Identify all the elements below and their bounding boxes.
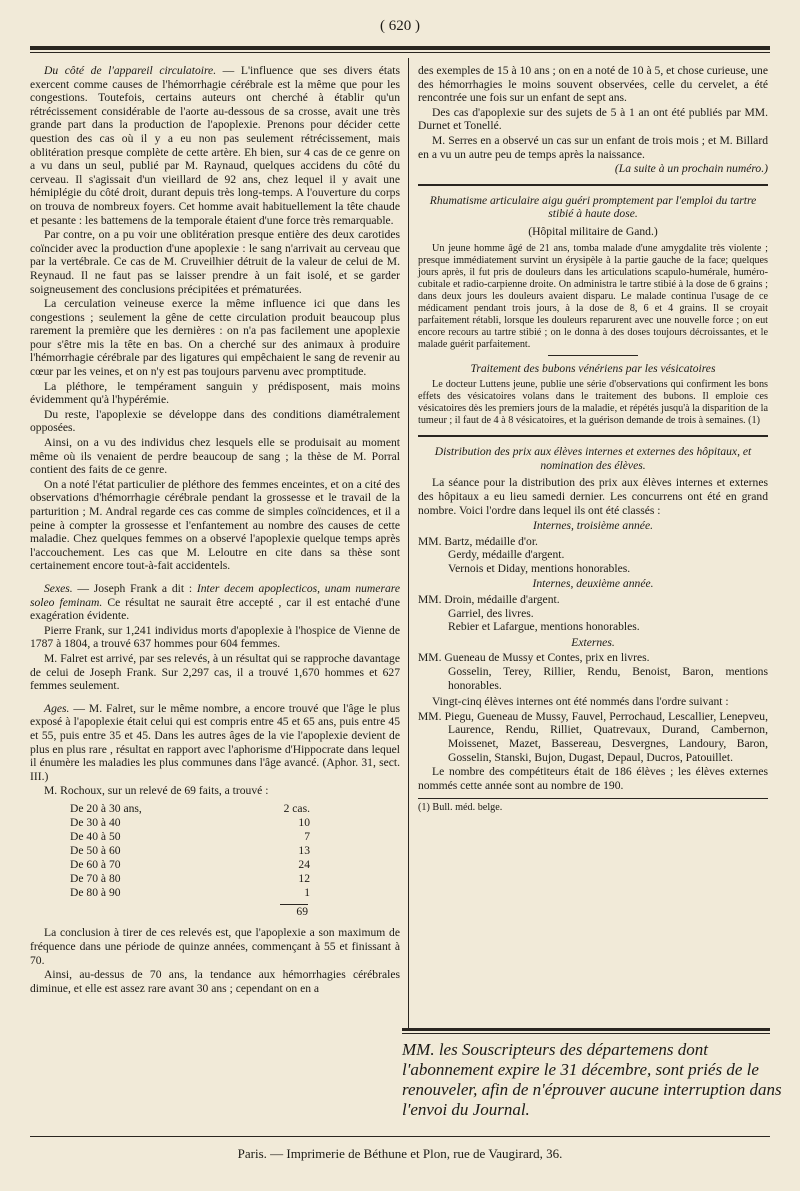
printer-imprint: Paris. — Imprimerie de Béthune et Plon, rue de Vaugirard, 36.	[237, 1146, 563, 1161]
text: — Joseph Frank a dit :	[72, 581, 197, 595]
paragraph: Pierre Frank, sur 1,241 individus morts d'apoplexie à l'hospice de Vienne de 1787 à 1804, a trouvé 637 hommes pour 604 femmes.	[30, 623, 400, 651]
article-title-rheumatism: Rhumatisme articulaire aigu guéri promptement par l'emploi du tartre stibié à haute dose.	[429, 193, 757, 221]
age-count: 24	[298, 858, 310, 872]
page-number: ( 620 )	[380, 18, 420, 34]
names-list: MM. Piegu, Gueneau de Mussy, Fauvel, Perrochaud, Lescallier, Lenepveu, Laurence, Rendu, Rilliet, Quatrevaux, Durand, Cambernon, Moissenet, Mazet, Bassereau, Desvergnes, Landoury, Baron, Gosselin, Stanski, Bujon, Dugast, Depaul, Ducros, Patouillet.	[418, 709, 768, 764]
paragraph: Vingt-cinq élèves internes ont été nommés dans l'ordre suivant :	[432, 695, 729, 709]
subhead-internes-3: Internes, troisième année.	[533, 519, 653, 533]
age-range: De 80 à 90	[70, 886, 121, 900]
age-total: 69	[280, 904, 308, 919]
age-range: De 70 à 80	[70, 872, 121, 886]
age-count: 10	[298, 816, 310, 830]
list-item: Vernois et Diday, mentions honorables.	[448, 561, 631, 575]
subhead-internes-2: Internes, deuxième année.	[532, 577, 654, 591]
paragraph: Des cas d'apoplexie sur des sujets de 5 à 1 an ont été publiés par MM. Durnet et Tonellé.	[418, 105, 768, 133]
paragraph: Ainsi, on a vu des individus chez lesquels elle se produisait au moment même où ils venaient de perdre beaucoup de sang ; la thèse de M. Porral contient des faits de ce genre.	[30, 436, 400, 477]
paragraph: Du reste, l'apoplexie se développe dans des conditions diamétralement opposées.	[30, 407, 400, 435]
age-range: De 60 à 70	[70, 858, 121, 872]
paragraph: M. Serres en a observé un cas sur un enfant de trois mois ; et M. Billard en a vu un autre peu de temps après la naissance.	[418, 133, 768, 161]
paragraph: Par contre, on a pu voir une oblitération presque entière des deux carotides coïncider avec la production d'une apoplexie : le sang n'arrivait au cerveau que par la vertébrale. Ce cas de M. Cruveilhier détruit de la valeur de celui de M. Reynaud. Il ne faut pas se laisser prendre à un fait isolé, et se garder soigneusement des conclusions précipitées et prématurées.	[30, 228, 400, 296]
list-item: MM. Bartz, médaille d'or.	[418, 534, 538, 548]
age-count: 2 cas.	[283, 802, 310, 816]
section-divider	[418, 184, 768, 186]
table-row	[70, 816, 310, 830]
paragraph-sexes	[30, 582, 400, 623]
paragraph: M. Rochoux, sur un relevé de 69 faits, a trouvé :	[44, 784, 269, 798]
footnote-divider	[418, 798, 768, 799]
age-range: De 50 à 60	[70, 844, 121, 858]
list-item: MM. Droin, médaille d'argent.	[418, 593, 560, 607]
text: — M. Falret, sur le même nombre, a encore trouvé que l'âge le plus exposé à l'apoplexie était celui qui est compris entre 45 et 65 ans, puis entre 45 et 55, puis entre 35 et 45. Dans les autres âges de la vie l'apoplexie devient de plus en plus rare , résultat en rapport avec l'aphorisme d'Hippocrate dans lequel il énumère les maladies les plus communes dans l'âge avancé. (Aphor. 31, sect. III.)	[30, 701, 400, 783]
article-title-prizes: Distribution des prix aux élèves internes et externes des hôpitaux, et nomination des élèves.	[434, 445, 752, 472]
footnote: (1) Bull. méd. belge.	[418, 802, 503, 814]
paragraph-ages	[30, 702, 400, 784]
list-item: Gerdy, médaille d'argent.	[448, 548, 565, 562]
age-count: 7	[304, 830, 310, 844]
table-row	[70, 886, 310, 900]
header-rule-thin	[30, 52, 770, 53]
paragraph: La conclusion à tirer de ces relevés est, que l'apoplexie a son maximum de fréquence dans une période de quinze années, commençant à 55 et finissant à 70.	[30, 926, 400, 967]
paragraph: Ainsi, au-dessus de 70 ans, la tendance aux hémorrhagies cérébrales diminue, et elle est assez rare avant 30 ans ; cependant on en a	[30, 968, 400, 995]
article-subtitle: (Hôpital militaire de Gand.)	[528, 224, 658, 238]
age-count: 12	[298, 872, 310, 886]
text: — L'influence que ses divers états exercent comme causes de l'hémorrhagie cérébrale est la même que pour les congestions. Toutefois, certains auteurs ont cherché à établir qu'un rétrécissement considérable de l'aorte au-dessous de sa crosse, avait une très grande part dans la production de l'apoplexie. Prenons pour décider cette question des cas où il y a eu non pas seulement rétrécissement, mais oblitération presque complète de cette artère. Eh bien, sur 4 cas de ce genre on a vu dans un seul, publié par M. Raynaud, quelques accidens du côté du cerveau. Il s'agissait d'un vieillard de 92 ans, chez lequel il y avait une hémiplégie du côté droit, durant depuis très long-temps. A l'ouverture du corps on trouva de nombreux foyers. Cet homme avait habituellement la tête chaude et pesante : les battemens de la temporale étaient d'une force très remarquable.	[30, 64, 400, 227]
age-total-row	[30, 904, 400, 919]
paragraph: La cerculation veineuse exerce la même influence ici que dans les congestions ; seulement la gêne de cette circulation produit beaucoup plus rarement la première que les dernières : on n'a pas facilement une apoplexie pour s'être mis la tête en bas. On a cherché sur des animaux à produire l'hémorrhagie cérébrale par des ligatures qui empêchaient le sang de revenir au cœur par les veines, et on n'y est pas toujours parvenu avec promptitude.	[30, 297, 400, 379]
section-divider	[418, 435, 768, 437]
text: Ce résultat ne saurait être accepté , car il est entaché d'une exagération évidente.	[30, 595, 400, 623]
column-divider	[408, 58, 409, 1028]
age-count: 1	[304, 886, 310, 900]
table-row	[70, 802, 310, 816]
latin-quote: Inter decem apoplecticos, unam numerare soleo feminam.	[30, 581, 400, 609]
subhead-externes: Externes.	[571, 635, 615, 649]
section-head: Du côté de l'appareil circulatoire.	[44, 64, 217, 77]
footer-rule	[30, 1136, 770, 1137]
left-column	[30, 64, 400, 996]
table-row	[70, 844, 310, 858]
right-column	[418, 64, 768, 814]
age-range: De 20 à 30 ans,	[70, 802, 142, 816]
article-body: La séance pour la distribution des prix aux élèves internes et externes des hôpitaux a eu lieu samedi dernier. Les concurrens ont été en grand nombre. Voici l'ordre dans lequel ils ont été classés :	[418, 476, 768, 517]
header-rule	[30, 46, 770, 50]
notice-rule	[402, 1028, 770, 1031]
age-range: De 30 à 40	[70, 816, 121, 830]
age-count: 13	[298, 844, 310, 858]
list-item: Rebier et Lafargue, mentions honorables.	[448, 620, 640, 634]
list-item: MM. Gueneau de Mussy et Contes, prix en livres.	[418, 651, 650, 665]
table-row	[70, 830, 310, 844]
paragraph-circulatory	[30, 64, 400, 227]
short-divider	[548, 355, 638, 356]
subscriber-notice: MM. les Souscripteurs des départemens dont l'abonnement expire le 31 décembre, sont priés de le renouveler, afin de n'éprouver aucune interruption dans l'envoi du Journal.	[402, 1040, 782, 1119]
age-range: De 40 à 50	[70, 830, 121, 844]
list-item: Garriel, des livres.	[448, 606, 534, 620]
continuation-note: (La suite à un prochain numéro.)	[614, 162, 768, 176]
notice-rule-thin	[402, 1033, 770, 1034]
paragraph: des exemples de 15 à 10 ans ; on en a noté de 10 à 5, et chose curieuse, une des hémorrhagies le moins souvent observées, celle du cervelet, a été rencontrée une fois sur un enfant de sept ans.	[418, 64, 768, 105]
table-row	[70, 858, 310, 872]
list-item: Gosselin, Terey, Rillier, Rendu, Benoist, Baron, mentions honorables.	[448, 665, 768, 692]
paragraph: On a noté l'état particulier de pléthore des femmes enceintes, et on a cité des observations d'hémorrhagie cérébrale pendant la grossesse et le travail de la parturition ; M. Andral regarde ces cas comme de simples coïncidences, et il a peine à compter la grossesse et l'enfantement au nombre des causes de cette maladie. Chez quelques femmes on a observé l'apoplexie quelque temps après l'accouchement. Les cas que M. Leloutre en cite dans sa thèse sont certainement encore tout-à-fait accidentels.	[30, 477, 400, 573]
table-row	[70, 872, 310, 886]
section-head: Sexes.	[44, 581, 73, 595]
age-table	[70, 802, 310, 900]
article-title-bubons: Traitement des bubons vénériens par les vésicatoires	[470, 361, 716, 375]
article-body: Un jeune homme âgé de 21 ans, tomba malade d'une amygdalite très violente ; presque immédiatement survint un érysipèle à la partie gauche de la face; quelques jours après, il fut pris de douleurs dans les articulations scapulo-humérale, huméro-cubitale et radio-carpienne droite. On administra le tartre stibié à la dose de 6 grains ; dans deux jours les douleurs avaient disparu. Le malade continua l'usage de ce médicament pendant trois jours, à la dose de 8, 6 et 4 grains. Il se croyait parfaitement rétabli, lorsque les douleurs reparurent avec une nouvelle force ; on eut encore recours au tartre stibié ; on le donna à des doses toujours décroissantes, et le malade guérit parfaitement.	[418, 242, 768, 350]
paragraph: La pléthore, le tempérament sanguin y prédisposent, mais moins évidemment qu'à l'hypérémie.	[30, 379, 400, 407]
paragraph: Le nombre des compétiteurs était de 186 élèves ; les élèves externes nommés cette année sont au nombre de 190.	[418, 765, 768, 792]
paragraph: M. Falret est arrivé, par ses relevés, à un résultat qui se rapproche davantage de celui de Joseph Frank. Sur 2,297 cas, il a trouvé 1,670 hommes et 627 femmes seulement.	[30, 651, 400, 693]
article-body: Le docteur Luttens jeune, publie une série d'observations qui confirment les bons effets des vésicatoires volans dans le traitement des bubons. Il emploie ces vésicatoires dès les premiers jours de la maladie, et répétés jusqu'à la disparition de la tumeur ; il faut de 4 à 8 vésicatoires, et la guérison demande de trois à semaines. (1)	[418, 379, 768, 427]
section-head: Ages.	[44, 701, 70, 715]
